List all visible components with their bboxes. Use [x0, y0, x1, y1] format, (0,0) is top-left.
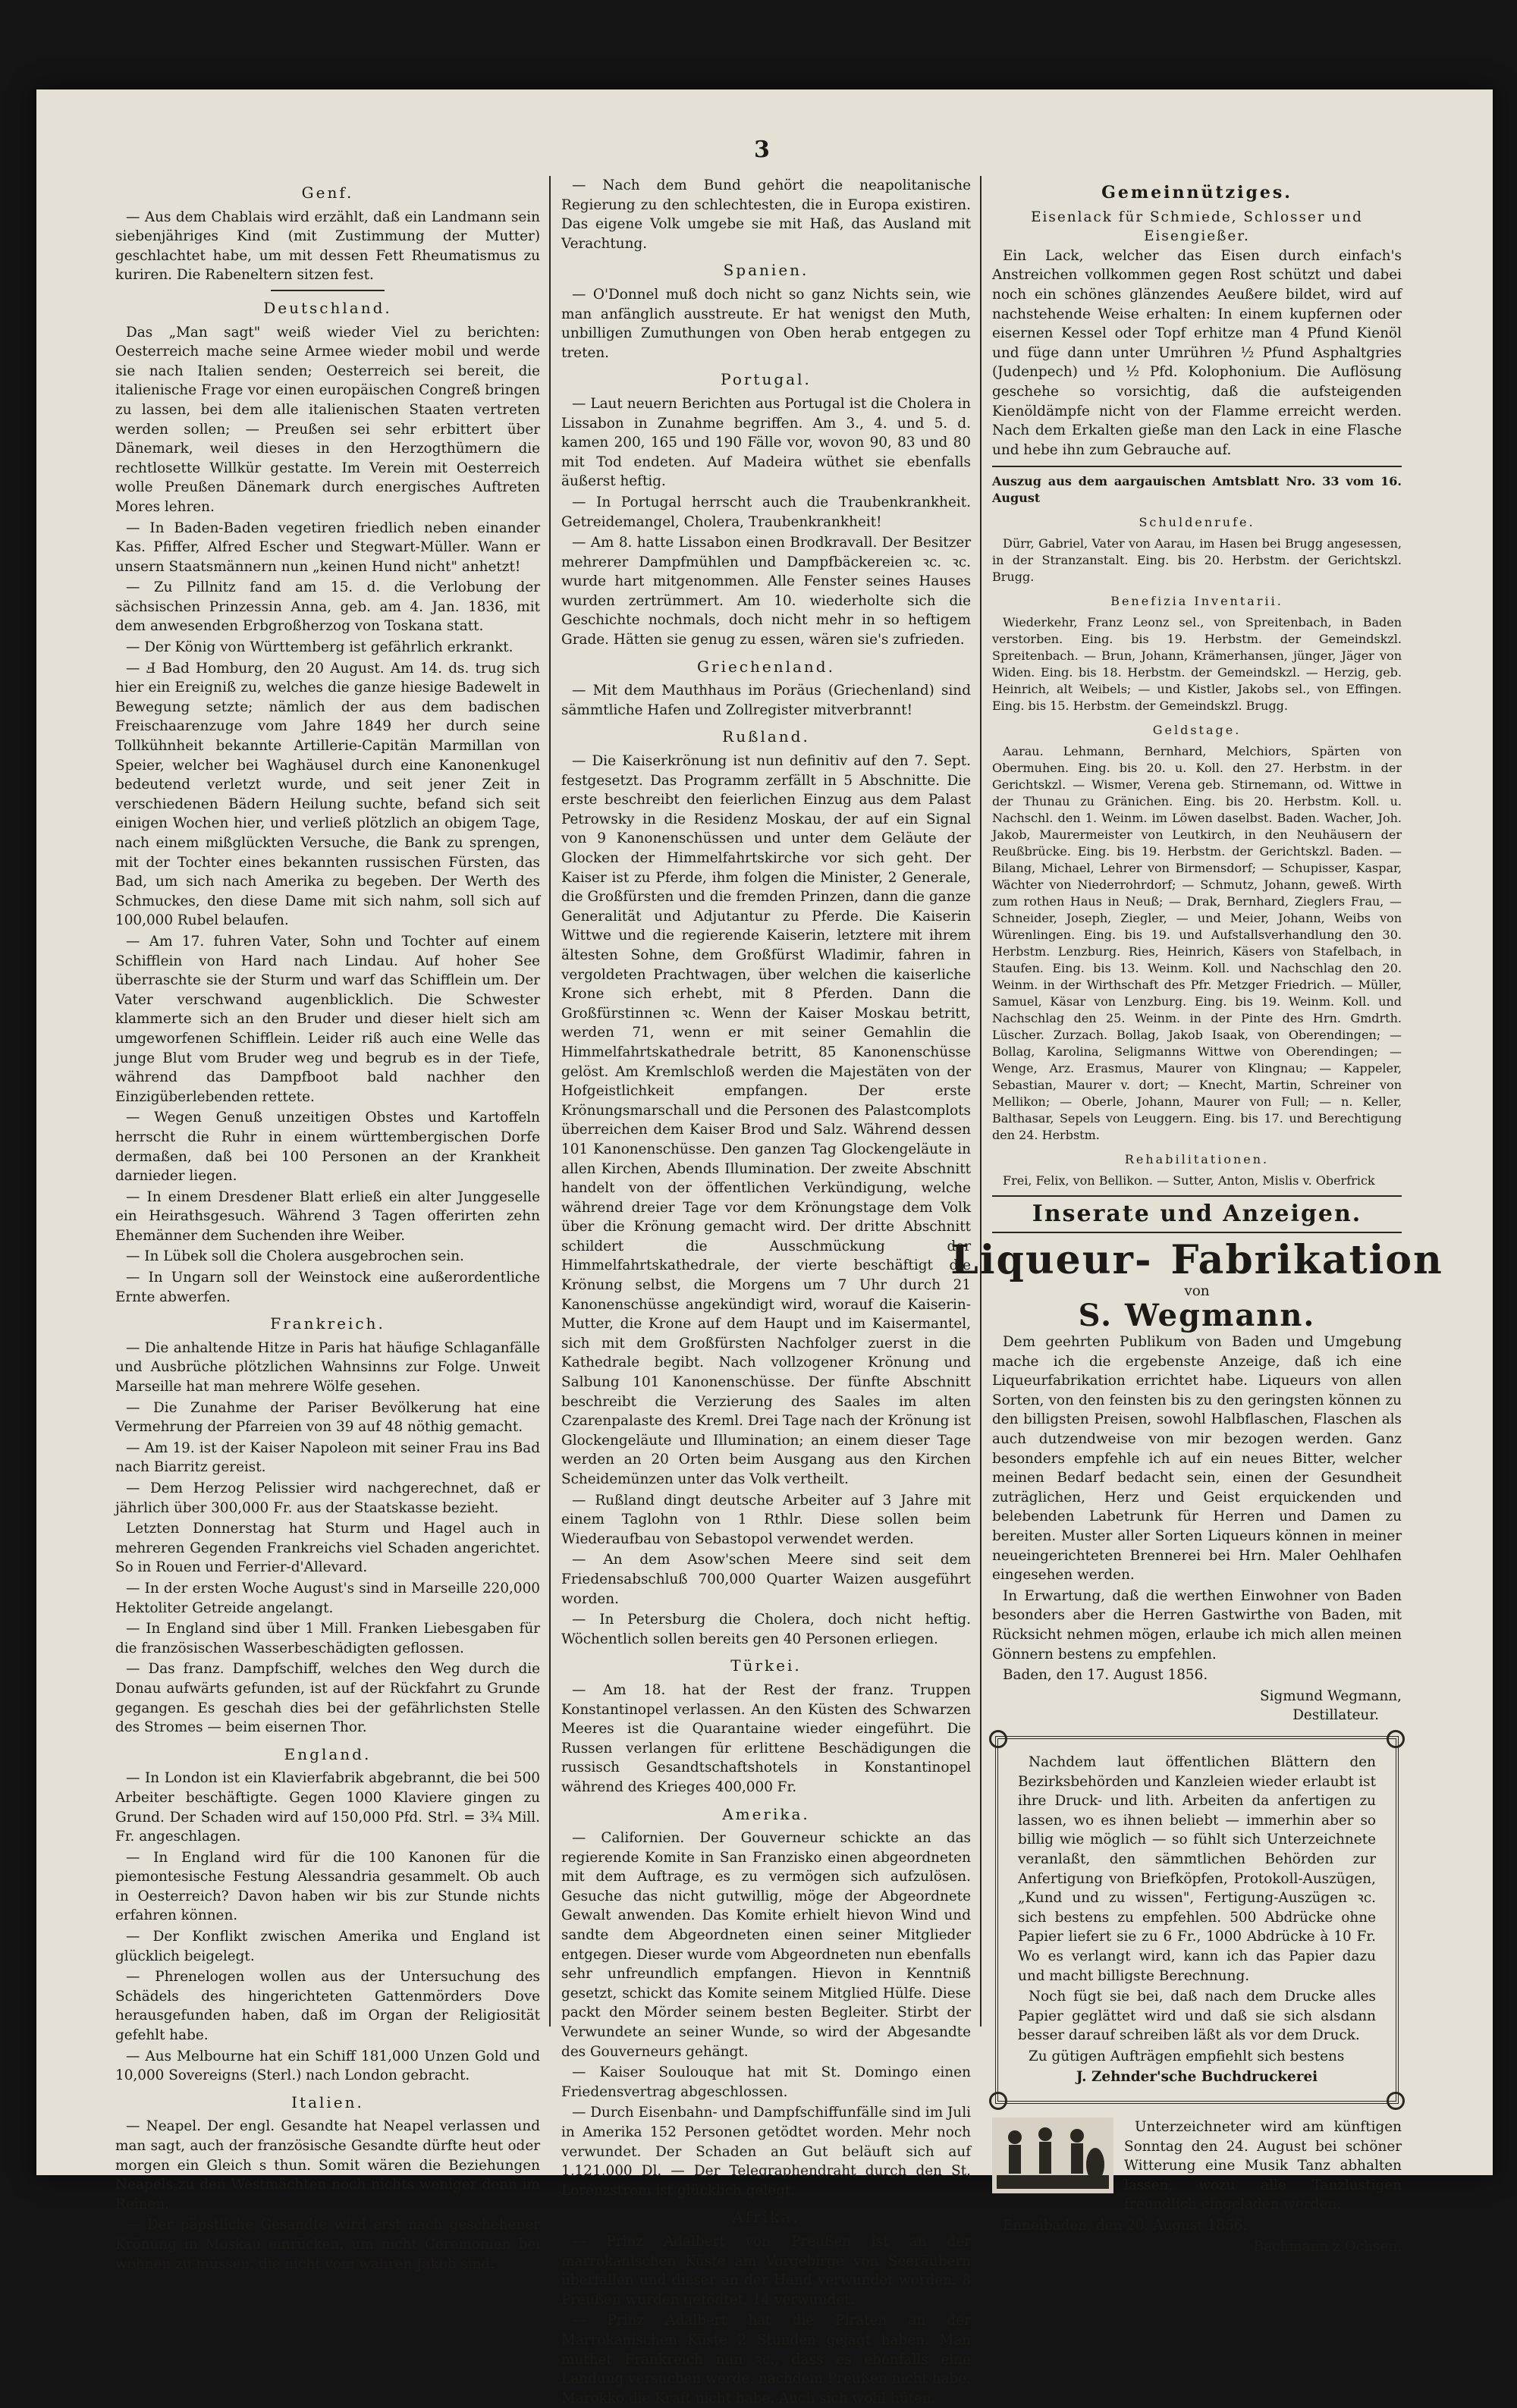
section-divider [271, 290, 385, 291]
article-paragraph: — In Ungarn soll der Weinstock eine außerordentliche Ernte abwerfen. [115, 1270, 540, 1305]
liqueur-ad-signature: Sigmund Wegmann, [1260, 1687, 1402, 1704]
liqueur-ad-text-2: In Erwartung, daß die werthen Einwohner von Baden besonders aber die Herren Gastwirthe von Baden, mit Rücksicht nehmen mögen, erlaube ich mich allen meinen Gönnern bestens zu empfehlen. [992, 1587, 1402, 1662]
section-heading-russland: Rußland. [722, 727, 810, 746]
article-paragraph: — O'Donnel muß doch nicht so ganz Nichts sein, wie man anfänglich ausstreute. Er hat wenigst den Muth, unbilligen Zumuthungen von Oben herab entgegen zu treten. [561, 286, 971, 361]
section-heading-deutschland: Deutschland. [263, 298, 392, 317]
section-heading-griechenland: Griechenland. [697, 657, 835, 676]
article-paragraph: — Prinz Adalbert hat die Piraten an der Marrokanischen Küste 2 Stunden gejagt haben. Man muthet Frankreich nun ꝛc., dass es ebenfalls eine Landung versuchen werde, nachdem Preußen nicht habe. Marokko die Kraft nicht habe. Auch sich wohl hüten. [561, 2312, 971, 2406]
frame-ornament-icon [1387, 2092, 1405, 2110]
article-paragraph: — Das franz. Dampfschiff, welches den Weg durch die Donau aufwärts gefunden, ist auf der Rückfahrt zu Grunde gegangen. Es geschah dies bei der gefährlichsten Stelle des Stromes — beim eisernen Thor. [115, 1661, 540, 1736]
liqueur-title-right: Fabrikation [1170, 1237, 1443, 1284]
article-paragraph: Letzten Donnerstag hat Sturm und Hagel auch in mehreren Gegenden Frankreichs viel Schaden angerichtet. So in Rouen und Ferrier-d'Allevard. [115, 1521, 540, 1576]
column-2 [561, 176, 972, 2406]
article-paragraph: — Die anhaltende Hitze in Paris hat häufige Schlaganfälle und Ausbrüche plötzlichen Wahnsinns zur Folge. Unweit Marseille hat man mehrere Wölfe gesehen. [115, 1339, 540, 1396]
section-divider [992, 1195, 1402, 1197]
article-paragraph: — Die Zunahme der Pariser Bevölkerung hat eine Vermehrung der Pfarreien von 39 auf 48 nöthig gemacht. [115, 1399, 540, 1436]
article-paragraph: — Laut neuern Berichten aus Portugal ist die Cholera in Lissabon in Zunahme begriffen. Am 3., 4. und 5. d. kamen 200, 165 und 190 Fälle vor, wovon 90, 83 und 80 mit Tod endeten. Auf Madeira wüthet sie ebenfalls äußerst heftig. [561, 395, 971, 490]
article-paragraph: — Neapel. Der engl. Gesandte hat Neapel verlassen und man sagt, auch der französische Gesandte dürfte heut oder morgen ein Gleich s thun. Somit wären die Beziehungen Neapels zu den Westmächten noch nichts weniger denn im Reinen. [115, 2118, 540, 2212]
article-paragraph: — Am 19. ist der Kaiser Napoleon mit seiner Frau ins Bad nach Biarritz gereist. [115, 1439, 540, 1476]
amtsblatt-entry: Dürr, Gabriel, Vater von Aarau, im Hasen bei Brugg angesessen, in der Stranzanstalt. Eing. bis 20. Herbstm. der Gerichtskzl. Brugg. [992, 536, 1402, 585]
druckerei-ad-text: Nachdem laut öffentlichen Blättern den Bezirksbehörden und Kanzleien wieder erlaubt ist ihre Druck- und lith. Arbeiten da anfertigen zu lassen, wo es ihnen beliebt — immerhin aber so billig wie möglich — so fühlt sich Unterzeichnete veranlaßt, den sämmtlichen Behörden zur Anfertigung von Briefköpfen, Protokoll-Auszügen, „Kund und zu wissen", Fertigung-Auszügen ꝛc. sich bestens zu empfehlen. 500 Abdrücke ohne Papier liefert sie zu 6 Fr., 1000 Abdrücke à 10 Fr. Wo es verlangt wird, kann ich das Papier dazu und macht billigste Berechnung. [1018, 1753, 1376, 1984]
article-paragraph: — Ⅎ Bad Homburg, den 20 August. Am 14. ds. trug sich hier ein Ereigniß zu, welches die ganze hiesige Badewelt in Bewegung setzte; nämlich der aus dem badischen Freischaarenzuge vom Jahre 1849 her durch seine Tollkühnheit bekannte Artillerie-Capitän Marmillan von Speier, welcher bei Waghäusel durch eine Kanonenkugel bedeutend verletzt wurde, und seit jener Zeit in verschiedenen Bädern Heilung suchte, befand sich seit einigen Wochen hier, und verließ plötzlich an obigem Tage, nach einem mißglückten Versuche, die Bank zu sprengen, mit der Tochter eines bekannten russischen Fürsten, das Bad, um sich nach Amerika zu begeben. Der Werth des Schmuckes, den diese Dame mit sich nahm, soll sich auf 100,000 Rubel belaufen. [115, 660, 540, 929]
column-rule-right [980, 176, 981, 2027]
frame-ornament-icon [989, 2092, 1007, 2110]
article-paragraph: — Wegen Genuß unzeitigen Obstes und Kartoffeln herrscht die Ruhr in einem württembergischen Dorfe dermaßen, daß bei 100 Personen an der Krankheit darnieder liegen. [115, 1110, 540, 1185]
article-paragraph: — Nach dem Bund gehört die neapolitanische Regierung zu den schlechtesten, die in Europa existiren. Das eigene Volk umgebe sie mit Haß, das Ausland mit Verachtung. [561, 177, 971, 252]
article-paragraph: — Phrenelogen wollen aus der Untersuchung des Schädels des hingerichteten Gattenmörders Dove herausgefunden haben, daß im Organ der Religiosität gefehlt habe. [115, 1969, 540, 2044]
article-paragraph: — Am 18. hat der Rest der franz. Truppen Konstantinopel verlassen. An den Küsten des Schwarzen Meeres ist die Quarantaine wieder eingeführt. Die Russen verlangen für erlittene Beschädigungen die russisch Gesandtschaftshotels in Konstantinopel während des Krieges 400,000 Fr. [561, 1681, 971, 1795]
section-heading-italien: Italien. [291, 2092, 364, 2111]
article-paragraph: — Am 17. fuhren Vater, Sohn und Tochter auf einem Schifflein von Hard nach Lindau. Auf hoher See überraschte sie der Sturm und warf das Schifflein um. Der Vater verschwand augenblicklich. Die Schwester klammerte sich an den Bruder und dieser hielt sich am umgeworfenen Schifflein. Leider riß auch eine Welle das junge Blut vom Bruder weg und begrub es in der Tiefe, während das Dampfboot bald nachher den Einzigüberlebenden rettete. [115, 933, 540, 1105]
tanz-ad [992, 2118, 1402, 2216]
tanz-ad-text: Unterzeichneter wird am künftigen Sonntag den 24. August bei schöner Witterung eine Musik Tanz abhalten lassen, wozu alle Tanzlustigen freundlich eingeladen werden. [1124, 2119, 1402, 2213]
article-paragraph: — In der ersten Woche August's sind in Marseille 220,000 Hektoliter Getreide angelangt. [115, 1580, 540, 1616]
article-paragraph: — Rußland dingt deutsche Arbeiter auf 3 Jahre mit einem Taglohn von 1 Rthlr. Diese sollen beim Wiederaufbau von Sebastopol verwendet werden. [561, 1492, 971, 1547]
section-heading-portugal: Portugal. [721, 370, 812, 389]
tanz-ad-signature: Bachmann z Ochsen. [1253, 2238, 1402, 2255]
column-3 [950, 176, 1443, 2255]
druckerei-ad-signature: J. Zehnder'sche Buchdruckerei [1076, 2069, 1318, 2086]
article-paragraph: — Zu Pillnitz fand am 15. d. die Verlobung der sächsischen Prinzessin Anna, geb. am 4. Jan. 1836, mit dem anwesenden Erbgroßherzog von Toskana statt. [115, 579, 540, 635]
article-paragraph: — Kaiser Soulouque hat mit St. Domingo einen Friedensvertrag abgeschlossen. [561, 2064, 971, 2100]
amtsblatt-subheading-benefizia: Benefizia Inventarii. [1110, 594, 1283, 609]
article-paragraph: — In Baden-Baden vegetiren friedlich neben einander Kas. Pfiffer, Alfred Escher und Stegwart-Müller. Wann er unsern Staatsmännern nun „keinen Hund nicht" anhetzt! [115, 520, 540, 575]
section-heading-spanien: Spanien. [723, 261, 809, 280]
article-paragraph: Das „Man sagt" weiß wieder Viel zu berichten: Oesterreich mache seine Armee wieder mobil und werde sie nach Italien senden; Oesterreich sei bereit, die italienische Frage vor einen europäischen Congreß bringen zu lassen, bei dem alle italienischen Staaten vertreten werden sollen; — Preußen sei sehr erbittert über Dänemark, weil dieses in den Herzogthümern die rechtlosette Willkür gestatte. Im Verein mit Oesterreich wolle Preußen Dänemark durch energisches Auftreten Mores lehren. [115, 324, 540, 515]
article-paragraph: — Am 8. hatte Lissabon einen Brodkravall. Der Besitzer mehrerer Dampfmühlen und Dampfbäckereien ꝛc. ꝛc. wurde hart mitgenommen. Alle Fenster seines Hauses wurden zertrümmert. Am 10. wiederholte sich die Geschichte nochmals, doch nicht mehr in so heftigem Grade. Hätten sie genug zu essen, wären sie's zufrieden. [561, 535, 971, 648]
section-heading-gemeinnuetziges: Gemeinnütziges. [1101, 183, 1292, 202]
section-heading-england: England. [284, 1744, 372, 1763]
musicians-illustration-icon [992, 2118, 1113, 2193]
article-paragraph: — In Lübek soll die Cholera ausgebrochen sein. [126, 1248, 464, 1265]
article-paragraph: — Dem Herzog Pelissier wird nachgerechnet, daß er jährlich über 300,000 Fr. aus der Staatskasse bezieht. [115, 1480, 540, 1516]
liqueur-title-left: Liqueur- [950, 1237, 1153, 1284]
article-paragraph: — Californien. Der Gouverneur schickte an das regierende Komite in San Franzisko einen abgeordneten mit dem Auftrage, es zu vermögen sich aufzulösen. Gesuche das nicht gutwillig, möge der Abgeordnete Gewalt anwenden. Das Komite erhielt hievon Wind und sandte dem Abgeordneten einen seiner Mitglieder entgegen. Dieser wurde vom Abgeordneten nun ebenfalls sehr unfreundlich empfangen. Hievon in Kenntniß gesetzt, schickt das Komite seinem Mitglied Hülfe. Diese packt den Mörder seinem besten Begleiter. Stirbt der Verwundete an seiner Wunde, so wird der Abgesandte des Gouverneurs gehängt. [561, 1830, 971, 2060]
column-rule-left [549, 176, 551, 2027]
liqueur-ad-date: Baden, den 17. August 1856. [1003, 1667, 1208, 1684]
section-heading-frankreich: Frankreich. [270, 1314, 385, 1333]
frame-ornament-icon [1387, 1730, 1405, 1748]
liqueur-ad-text: Dem geehrten Publikum von Baden und Umgebung mache ich die ergebenste Anzeige, daß ich eine Liqueurfabrikation errichtet habe. Liqueurs von allen Sorten, von den feinsten bis zu den geringsten können zu den billigsten Preisen, sowohl Halbflaschen, Flaschen als auch dutzendweise von mir bezogen werden. Ganz besonders empfehle ich auf ein neues Bitter, welcher meinen Bedarf bedacht sein, einen der Gesundheit zuträglichen, Herz und Geist erquickenden und belebenden Labetrunk für Herren und Damen zu bereiten. Muster aller Sorten Liqueurs können in meiner neueingerichteten Brennerei bei Hrn. Maler Oehlhafen eingesehen werden. [992, 1334, 1402, 1584]
article-genf: — Aus dem Chablais wird erzählt, daß ein Landmann sein siebenjähriges Kind (mit Zustimmung der Mutter) geschlachtet habe, um mit dessen Fett Rheumatismus zu kuriren. Die Rabeneltern sitzen fest. [115, 209, 540, 284]
frame-ornament-icon [989, 1730, 1007, 1748]
column-1 [115, 176, 540, 2272]
druckerei-ad-text-3: Zu gütigen Aufträgen empfiehlt sich bestens [1029, 2048, 1345, 2064]
article-eisenlack: Ein Lack, welcher das Eisen durch einfach's Anstreichen vollkommen gegen Rost schützt und dabei noch ein schönes glänzendes Aeußere bildet, wird auf nachstehende Weise erhalten: In einem kupfernen oder eisernen Kessel oder Topf erhitze man 4 Pfund Kienöl und füge dann unter Umrühren ½ Pfund Asphaltgries (Judenpech) und ½ Pfd. Kolophonium. Die Auflösung geschehe so vorsichtig, daß die aufsteigenden Kienöldämpfe nicht von der Flamme erreicht werden. Nach dem Erkalten gieße man den Lack in eine Flasche und hebe ihn zum Gebrauche auf. [992, 247, 1402, 458]
section-heading-tuerkei: Türkei. [730, 1656, 802, 1675]
section-heading-amerika: Amerika. [722, 1804, 810, 1823]
article-paragraph: — Mit dem Mauthhaus im Poräus (Griechenland) sind sämmtliche Hafen und Zollregister mitverbrannt! [561, 683, 971, 718]
article-paragraph: — In England wird für die 100 Kanonen für die piemontesische Festung Alessandria gesammelt. Ob auch in Oesterreich? Davon haben wir bis zur Stunde nichts erfahren können. [115, 1849, 540, 1924]
amtsblatt-entry: Wiederkehr, Franz Leonz sel., von Spreitenbach, in Baden verstorben. Eing. bis 19. Herbstm. der Gemeindskzl. Spreitenbach. — Brun, Johann, Krämerhansen, jünger, Jäger von Widen. Eing. bis 18. Herbstm. der Gemeindskzl. — Herzig, geb. Heinrich, alt Weibels; — und Kistler, Jakobs sel., von Effingen. Eing. bis 15. Herbstm. der Gemeindskzl. Brugg. [992, 615, 1402, 714]
page-number: 3 [754, 137, 770, 163]
tanz-ad-date: Enneibaden, den 20. August 1856. [1003, 2218, 1248, 2234]
amtsblatt-subheading-geldstage: Geldstage. [1152, 723, 1242, 738]
amtsblatt-entry: Frei, Felix, von Bellikon. — Sutter, Anton, Mislis v. Oberfrick [1003, 1173, 1375, 1188]
section-divider [992, 1232, 1402, 1233]
druckerei-ad-frame [995, 1736, 1399, 2104]
amtsblatt-heading: Auszug aus dem aargauischen Amtsblatt Nro. 33 vom 16. August [992, 474, 1402, 506]
section-divider [992, 466, 1402, 467]
article-paragraph: — In Petersburg die Cholera, doch nicht heftig. Wöchentlich sollen bereits gen 40 Personen erliegen. [561, 1612, 971, 1647]
article-paragraph: — In Portugal herrscht auch die Traubenkrankheit. Getreidemangel, Cholera, Traubenkrankheit! [561, 494, 971, 530]
article-paragraph: — Der König von Württemberg ist gefährlich erkrankt. [126, 639, 514, 656]
article-paragraph: — Aus Melbourne hat ein Schiff 181,000 Unzen Gold und 10,000 Sovereigns (Sterl.) nach London gebracht. [115, 2048, 540, 2084]
article-paragraph: — Prinz Adalbert von Preußen ist an der marrokanischen Küste am Vorgebirge von Seeräubern überfallen und dieser an der Hand verwundet worden. 8 Preußen wurden getödtet, 14 verwundet. [561, 2233, 971, 2308]
article-paragraph: — In einem Dresdener Blatt erließ ein alter Junggeselle ein Heirathsgesuch. Während 3 Tagen offerirten zehn Ehemänner dem Suchenden ihre Weiber. [115, 1188, 540, 1244]
druckerei-ad-text-2: Noch fügt sie bei, daß nach dem Drucke alles Papier geglättet wird und daß sie sich alsdann besser darauf schreiben läßt als vor dem Druck. [1018, 1989, 1376, 2044]
article-paragraph: — Die Kaiserkrönung ist nun definitiv auf den 7. Sept. festgesetzt. Das Programm zerfällt in 5 Abschnitte. Die erste beschreibt den feierlichen Einzug aus dem Palast Petrowsky in die Residenz Moskau, der auf ein Signal von 9 Kanonenschüssen und unter dem Geläute der Glocken der Himmelfahrtskirche vor sich geht. Der Kaiser ist zu Pferde, ihm folgen die Minister, 2 Generale, die Großfürsten und die fremden Prinzen, dann die ganze Generalität und Adjutantur zu Pferde. Die Kaiserin Wittwe und die regierende Kaiserin, letztere mit ihrem ältesten Sohne, dem Großfürst Wladimir, fahren in vergoldeten Prachtwagen, über welchen die kaiserliche Krone sich erhebt, mit 8 Pferden. Dann die Großfürstinnen ꝛc. Wenn der Kaiser Moskau betritt, werden 71, wenn er mit seiner Gemahlin die Himmelfahrtskathedrale betritt, 85 Kanonenschüsse gelöst. Am Kremlschloß werden die Majestäten von der Hofgeistlichkeit empfangen. Der erste Krönungsmarschall und die Personen des Palastcomplots überreichen dem Kaiser Brod und Salz. Während dessen 101 Kanonenschüsse. Den ganzen Tag Glockengeläute in allen Kirchen, Abends Illumination. Der zweite Abschnitt handelt von der öffentlichen Verkündigung, welche während dreier Tage vor dem Krönungstage dem Volk über die Krönung gemacht wird. Der dritte Abschnitt schildert die Ausschmückung der Himmelfahrtskathedrale, der vierte beschäftigt die Krönung selbst, die Morgens um 7 Uhr durch 21 Kanonenschüsse angekündigt wird, worauf die Kaiserin-Mutter, die Krone auf dem Haupt und im Kaisermantel, sich mit dem Großfürsten Nachfolger zuerst in die Kathedrale begibt. Nach vollzogener Krönung und Salbung 101 Kanonenschüsse. Der fünfte Abschnitt beschreibt die Verzierung des Saales im alten Czarenpalaste des Kreml. Drei Tage nach der Krönung ist Glockengeläute und Illumination; an einem dieser Tage werden an 20 Orten beim Ausgang aus den Kirchen Scheidemünzen unter das Volk vertheilt. [561, 753, 971, 1487]
article-paragraph: — Durch Eisenbahn- und Dampfschiffunfälle sind im Juli in Amerika 152 Personen getödtet worden. Mehr noch verwundet. Der Schaden an Gut beläuft sich auf 1,121,000 Dl. — Der Telegraphendraht durch den St. Lorenzstrom ist glücklich gelegt. [561, 2105, 972, 2199]
amtsblatt-subheading-rehabilitationen: Rehabilitationen. [1124, 1152, 1270, 1167]
article-paragraph: — Der päpstliche Gesandte wird erst nach geschehener Krönung in Moskau einrücken, um nicht Ceremonien bei wohnen zu müssen, die nicht vom wahren Jakob sind. [115, 2217, 540, 2272]
subheading-eisenlack: Eisenlack für Schmiede, Schlosser und Eisengießer. [1031, 209, 1363, 245]
article-paragraph: — In England sind über 1 Mill. Franken Liebesgaben für die französischen Wasserbeschädigten geflossen. [115, 1621, 540, 1656]
article-paragraph: — In London ist ein Klavierfabrik abgebrannt, die bei 500 Arbeiter beschäftigte. Gegen 1000 Klaviere gingen zu Grund. Der Schaden wird auf 150,000 Pfd. Strl. = 3¾ Mill. Fr. angeschlagen. [115, 1770, 540, 1845]
liqueur-firm-name: S. Wegmann. [1078, 1297, 1316, 1333]
liqueur-ad-title [950, 1237, 1443, 1284]
article-paragraph: — An dem Asow'schen Meere sind seit dem Friedensabschluß 700,000 Quarter Waizen ausgeführt worden. [561, 1552, 971, 1607]
section-heading-afrika: Afrika. [732, 2208, 800, 2227]
article-paragraph: — Der Konflikt zwischen Amerika und England ist glücklich beigelegt. [115, 1929, 540, 1964]
amtsblatt-subheading-schuldenrufe: Schuldenrufe. [1139, 515, 1255, 530]
liqueur-ad-title-destillateur: Destillateur. [1292, 1707, 1379, 1724]
inserate-heading: Inserate und Anzeigen. [1032, 1201, 1362, 1228]
section-heading-genf: Genf. [301, 184, 354, 202]
liqueur-von: von [1184, 1282, 1210, 1299]
amtsblatt-entry: Aarau. Lehmann, Bernhard, Melchiors, Spärten von Obermuhen. Eing. bis 20. u. Koll. den 27. Herbstm. in der Gerichtskzl. — Wismer, Verena geb. Stirnemann, od. Wittwe in der Thunau zu Gränichen. Eing. bis 20. Herbstm. Koll. u. Nachschl. den 1. Weinm. im Löwen daselbst. Baden. Wacher, Joh. Jakob, Maurermeister von Leutkirch, in den Neuhäusern der Reußbrücke. Eing. bis 19. Herbstm. der Gerichtskzl. Baden. — Bilang, Michael, Lehrer von Birmensdorf; — Schupisser, Kaspar, Wächter von Niederrohrdorf; — Schmutz, Johann, geweß. Wirth zum rothen Haus in Neuß; — Drak, Bernhard, Zieglers Frau, — Schneider, Joseph, Ziegler, — und Meier, Johann, Weibs von Würenlingen. Eing. bis 19. und Aufstallsverhandlung den 30. Herbstm. Lenzburg. Ries, Heinrich, Käsers von Stafelbach, in Staufen. Eing. bis 13. Weinm. Koll. und Nachschlag den 20. Weinm. in der Wirthschaft des Pfr. Metzger Friedrich. — Müller, Samuel, Käsar von Lenzburg. Eing. bis 19. Weinm. Koll. und Nachschlag den 25. Weinm. in der Pinte des Hrn. Gmdrth. Lüscher. Zurzach. Bollag, Jakob Isaak, von Oberendingen; — Bollag, Karolina, Seligmanns Wittwe von Oberendingen; — Wenge, Arz. Erasmus, Maurer von Klingnau; — Kappeler, Sebastian, Maurer v. dort; — Knecht, Martin, Schreiner von Mellikon; — Oberle, Johann, Maurer von Full; — n. Keller, Balthasar, Sepels von Leuggern. Eing. bis 17. und Berechtigung den 24. Herbstm. [992, 744, 1402, 1143]
